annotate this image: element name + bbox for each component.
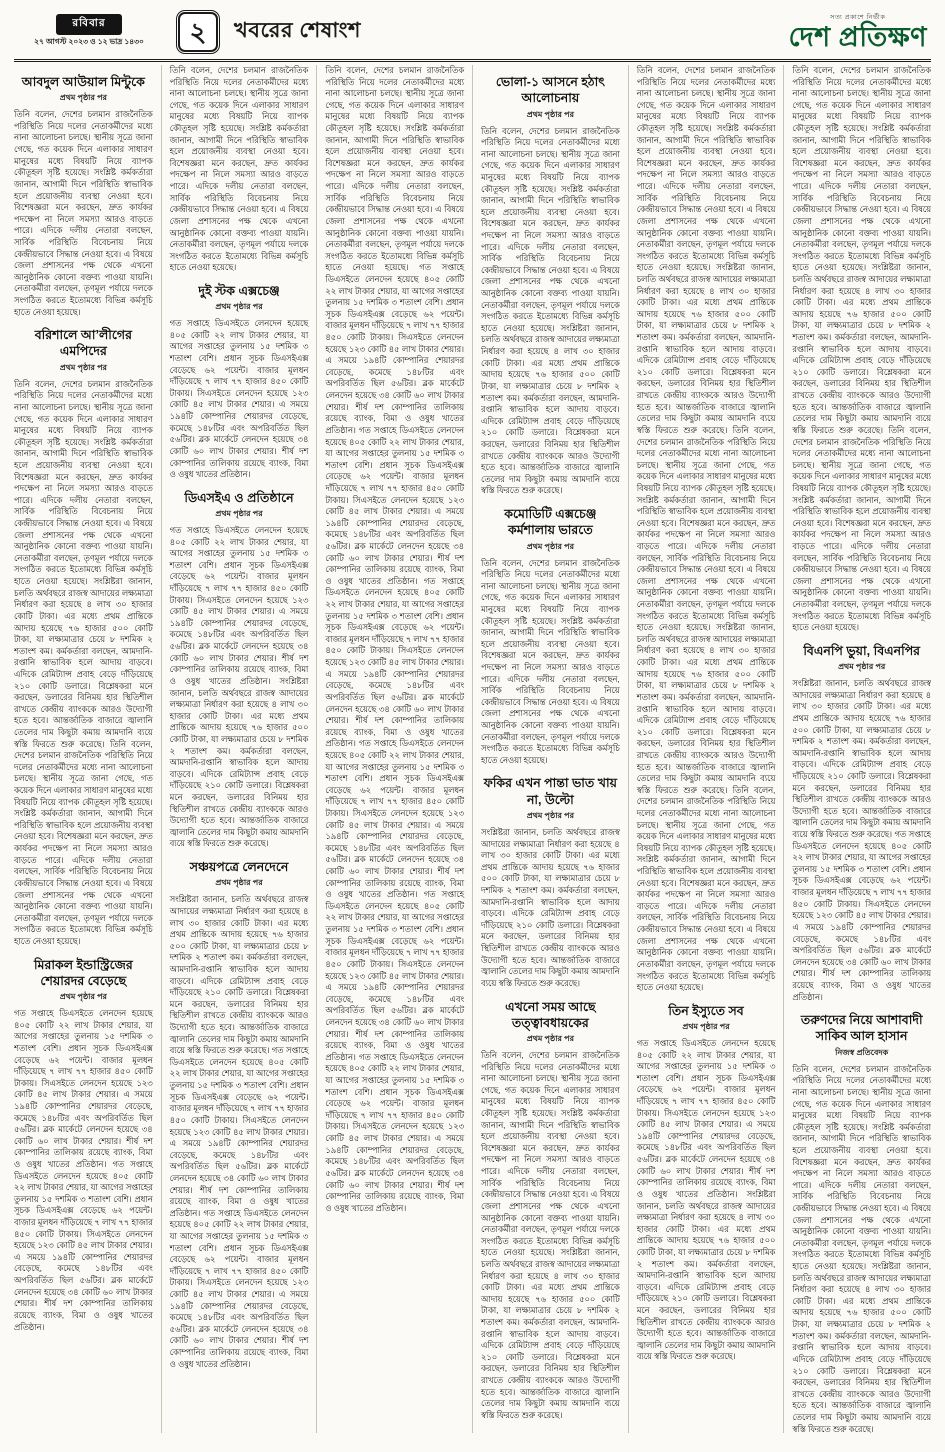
article-headline: ডিএসইএ ও প্রতিষ্ঠানে bbox=[184, 490, 294, 505]
article-body: তিনি বলেন, দেশের চলমান রাজনৈতিক পরিস্থিতি নিয়ে দলের নেতাকর্মীদের মধ্যে নানা আলোচনা চলছে। স্থানীয় সূত্রে জানা গেছে, গত কয়েক দিনে এলাকার সাধারণ মানুষের মধ্যে বিষয়টি নিয়ে ব্যাপক কৌতূহল সৃষ্টি হয়েছে। সংশ্লিষ্ট কর্মকর্তারা জানান, আগামী দিনে পরিস্থিতি স্বাভাবিক হলে প্রয়োজনীয় ব্যবস্থা নেওয়া হবে। বিশেষজ্ঞরা মনে করছেন, দ্রুত কার্যকর পদক্ষেপ না নিলে সমস্যা আরও বাড়তে পারে। এদিকে দলীয় নেতারা বলছেন, সার্বিক পরিস্থিতি বিবেচনায় নিয়ে কেন্দ্রীয়ভাবে সিদ্ধান্ত নেওয়া হবে। এ বিষয়ে জেলা প্রশাসনের পক্ষ থেকে এখনো আনুষ্ঠানিক কোনো বক্তব্য পাওয়া যায়নি। নেতাকর্মীরা বলছেন, তৃণমূল পর্যায়ে দলকে সংগঠিত করতে ইতোমধ্যে বিভিন্ন কর্মসূচি হাতে নেওয়া হয়েছে। সংশ্লিষ্টরা জানান, চলতি অর্থবছরে রাজস্ব আদায়ের লক্ষ্যমাত্রা নির্ধারণ করা হয়েছে ৪ লাখ ৩০ হাজার কোটি টাকা। এর মধ্যে প্রথম প্রান্তিকে আদায় হয়েছে ৭৬ হাজার ৫০০ কোটি টাকা, যা লক্ষ্যমাত্রার চেয়ে ৮ দশমিক ২ শতাংশ কম। কর্মকর্তারা বলছেন, আমদানি-রপ্তানি স্বাভাবিক হলে আদায় বাড়বে। এদিকে রেমিট্যান্স প্রবাহ বেড়ে দাঁড়িয়েছে ২১০ কোটি ডলারে। বিশ্লেষকরা মনে করছেন, ডলারের বিনিময় হার স্থিতিশীল রাখতে কেন্দ্রীয় ব্যাংককে আরও উদ্যোগী হতে হবে। আন্তর্জাতিক বাজারে জ্বালানি তেলের দাম কিছুটা কমায় আমদানি ব্যয়ে স্বস্তি ফিরতে শুরু করেছে। bbox=[792, 1063, 931, 1433]
article-subhead: প্রথম পৃষ্ঠার পর bbox=[215, 509, 263, 518]
date-line: ২৭ আগস্ট ২০২৩ ও ১২ ভাদ্র ১৪৩০ bbox=[34, 37, 144, 46]
article-subhead: প্রথম পৃষ্ঠার পর bbox=[526, 1034, 574, 1043]
paper-logo: দেশ প্রতিক্ষণ bbox=[788, 22, 927, 52]
article-subhead: প্রথম পৃষ্ঠার পর bbox=[838, 662, 886, 672]
columns bbox=[14, 65, 931, 1433]
article-body: গত সপ্তাহে ডিএসইতে লেনদেন হয়েছে ৪০৫ কোটি ২২ লাখ টাকার শেয়ার, যা আগের সপ্তাহের তুলনায় ১৫ দশমিক ৩ শতাংশ বেশি। প্রধান সূচক ডিএসইএক্স বেড়েছে ৬২ পয়েন্ট। বাজার মূলধন দাঁড়িয়েছে ৭ লাখ ৭৭ হাজার ৪৫০ কোটি টাকায়। সিএসইতে লেনদেন হয়েছে ১২৩ কোটি ৪৫ লাখ টাকার শেয়ার। এ সময়ে ১৯৪টি কোম্পানির শেয়ারদর বেড়েছে, কমেছে ১৪৮টির এবং অপরিবর্তিত ছিল ৫৬টির। ব্লক মার্কেটে লেনদেন হয়েছে ৩৪ কোটি ৬০ লাখ টাকার শেয়ার। শীর্ষ দশ কোম্পানির তালিকায় রয়েছে ব্যাংক, বিমা ও ওষুধ খাতের প্রতিষ্ঠান। bbox=[169, 318, 309, 480]
article-body: তিনি বলেন, দেশের চলমান রাজনৈতিক পরিস্থিতি নিয়ে দলের নেতাকর্মীদের মধ্যে নানা আলোচনা চলছে। স্থানীয় সূত্রে জানা গেছে, গত কয়েক দিনে এলাকার সাধারণ মানুষের মধ্যে বিষয়টি নিয়ে ব্যাপক কৌতূহল সৃষ্টি হয়েছে। সংশ্লিষ্ট কর্মকর্তারা জানান, আগামী দিনে পরিস্থিতি স্বাভাবিক হলে প্রয়োজনীয় ব্যবস্থা নেওয়া হবে। বিশেষজ্ঞরা মনে করছেন, দ্রুত কার্যকর পদক্ষেপ না নিলে সমস্যা আরও বাড়তে পারে। এদিকে দলীয় নেতারা বলছেন, সার্বিক পরিস্থিতি বিবেচনায় নিয়ে কেন্দ্রীয়ভাবে সিদ্ধান্ত নেওয়া হবে। এ বিষয়ে জেলা প্রশাসনের পক্ষ থেকে এখনো আনুষ্ঠানিক কোনো বক্তব্য পাওয়া যায়নি। নেতাকর্মীরা বলছেন, তৃণমূল পর্যায়ে দলকে সংগঠিত করতে ইতোমধ্যে বিভিন্ন কর্মসূচি হাতে নেওয়া হয়েছে। bbox=[169, 65, 309, 273]
article-body: তিনি বলেন, দেশের চলমান রাজনৈতিক পরিস্থিতি নিয়ে দলের নেতাকর্মীদের মধ্যে নানা আলোচনা চলছে। স্থানীয় সূত্রে জানা গেছে, গত কয়েক দিনে এলাকার সাধারণ মানুষের মধ্যে বিষয়টি নিয়ে ব্যাপক কৌতূহল সৃষ্টি হয়েছে। সংশ্লিষ্ট কর্মকর্তারা জানান, আগামী দিনে পরিস্থিতি স্বাভাবিক হলে প্রয়োজনীয় ব্যবস্থা নেওয়া হবে। বিশেষজ্ঞরা মনে করছেন, দ্রুত কার্যকর পদক্ষেপ না নিলে সমস্যা আরও বাড়তে পারে। এদিকে দলীয় নেতারা বলছেন, সার্বিক পরিস্থিতি বিবেচনায় নিয়ে কেন্দ্রীয়ভাবে সিদ্ধান্ত নেওয়া হবে। এ বিষয়ে জেলা প্রশাসনের পক্ষ থেকে এখনো আনুষ্ঠানিক কোনো বক্তব্য পাওয়া যায়নি। নেতাকর্মীরা বলছেন, তৃণমূল পর্যায়ে দলকে সংগঠিত করতে ইতোমধ্যে বিভিন্ন কর্মসূচি হাতে নেওয়া হয়েছে। bbox=[481, 557, 620, 765]
article-subhead: নিজস্ব প্রতিবেদক bbox=[835, 1047, 889, 1057]
article-subhead: প্রথম পৃষ্ঠার পর bbox=[526, 541, 574, 551]
article-body: তিনি বলেন, দেশের চলমান রাজনৈতিক পরিস্থিতি নিয়ে দলের নেতাকর্মীদের মধ্যে নানা আলোচনা চলছে। স্থানীয় সূত্রে জানা গেছে, গত কয়েক দিনে এলাকার সাধারণ মানুষের মধ্যে বিষয়টি নিয়ে ব্যাপক কৌতূহল সৃষ্টি হয়েছে। সংশ্লিষ্ট কর্মকর্তারা জানান, আগামী দিনে পরিস্থিতি স্বাভাবিক হলে প্রয়োজনীয় ব্যবস্থা নেওয়া হবে। বিশেষজ্ঞরা মনে করছেন, দ্রুত কার্যকর পদক্ষেপ না নিলে সমস্যা আরও বাড়তে পারে। এদিকে দলীয় নেতারা বলছেন, সার্বিক পরিস্থিতি বিবেচনায় নিয়ে কেন্দ্রীয়ভাবে সিদ্ধান্ত নেওয়া হবে। এ বিষয়ে জেলা প্রশাসনের পক্ষ থেকে এখনো আনুষ্ঠানিক কোনো বক্তব্য পাওয়া যায়নি। নেতাকর্মীরা বলছেন, তৃণমূল পর্যায়ে দলকে সংগঠিত করতে ইতোমধ্যে বিভিন্ন কর্মসূচি হাতে নেওয়া হয়েছে। bbox=[14, 109, 153, 317]
column bbox=[162, 65, 318, 1433]
article-subhead: প্রথম পৃষ্ঠার পর bbox=[682, 1022, 730, 1031]
article-body: তিনি বলেন, দেশের চলমান রাজনৈতিক পরিস্থিতি নিয়ে দলের নেতাকর্মীদের মধ্যে নানা আলোচনা চলছে। স্থানীয় সূত্রে জানা গেছে, গত কয়েক দিনে এলাকার সাধারণ মানুষের মধ্যে বিষয়টি নিয়ে ব্যাপক কৌতূহল সৃষ্টি হয়েছে। সংশ্লিষ্ট কর্মকর্তারা জানান, আগামী দিনে পরিস্থিতি স্বাভাবিক হলে প্রয়োজনীয় ব্যবস্থা নেওয়া হবে। বিশেষজ্ঞরা মনে করছেন, দ্রুত কার্যকর পদক্ষেপ না নিলে সমস্যা আরও বাড়তে পারে। এদিকে দলীয় নেতারা বলছেন, সার্বিক পরিস্থিতি বিবেচনায় নিয়ে কেন্দ্রীয়ভাবে সিদ্ধান্ত নেওয়া হবে। এ বিষয়ে জেলা প্রশাসনের পক্ষ থেকে এখনো আনুষ্ঠানিক কোনো বক্তব্য পাওয়া যায়নি। নেতাকর্মীরা বলছেন, তৃণমূল পর্যায়ে দলকে সংগঠিত করতে ইতোমধ্যে বিভিন্ন কর্মসূচি হাতে নেওয়া হয়েছে। সংশ্লিষ্টরা জানান, চলতি অর্থবছরে রাজস্ব আদায়ের লক্ষ্যমাত্রা নির্ধারণ করা হয়েছে ৪ লাখ ৩০ হাজার কোটি টাকা। এর মধ্যে প্রথম প্রান্তিকে আদায় হয়েছে ৭৬ হাজার ৫০০ কোটি টাকা, যা লক্ষ্যমাত্রার চেয়ে ৮ দশমিক ২ শতাংশ কম। কর্মকর্তারা বলছেন, আমদানি-রপ্তানি স্বাভাবিক হলে আদায় বাড়বে। এদিকে রেমিট্যান্স প্রবাহ বেড়ে দাঁড়িয়েছে ২১০ কোটি ডলারে। বিশ্লেষকরা মনে করছেন, ডলারের বিনিময় হার স্থিতিশীল রাখতে কেন্দ্রীয় ব্যাংককে আরও উদ্যোগী হতে হবে। আন্তর্জাতিক বাজারে জ্বালানি তেলের দাম কিছুটা কমায় আমদানি ব্যয়ে স্বস্তি ফিরতে শুরু করেছে। bbox=[481, 1050, 620, 1420]
article-body: তিনি বলেন, দেশের চলমান রাজনৈতিক পরিস্থিতি নিয়ে দলের নেতাকর্মীদের মধ্যে নানা আলোচনা চলছে। স্থানীয় সূত্রে জানা গেছে, গত কয়েক দিনে এলাকার সাধারণ মানুষের মধ্যে বিষয়টি নিয়ে ব্যাপক কৌতূহল সৃষ্টি হয়েছে। সংশ্লিষ্ট কর্মকর্তারা জানান, আগামী দিনে পরিস্থিতি স্বাভাবিক হলে প্রয়োজনীয় ব্যবস্থা নেওয়া হবে। বিশেষজ্ঞরা মনে করছেন, দ্রুত কার্যকর পদক্ষেপ না নিলে সমস্যা আরও বাড়তে পারে। এদিকে দলীয় নেতারা বলছেন, সার্বিক পরিস্থিতি বিবেচনায় নিয়ে কেন্দ্রীয়ভাবে সিদ্ধান্ত নেওয়া হবে। এ বিষয়ে জেলা প্রশাসনের পক্ষ থেকে এখনো আনুষ্ঠানিক কোনো বক্তব্য পাওয়া যায়নি। নেতাকর্মীরা বলছেন, তৃণমূল পর্যায়ে দলকে সংগঠিত করতে ইতোমধ্যে বিভিন্ন কর্মসূচি হাতে নেওয়া হয়েছে। সংশ্লিষ্টরা জানান, চলতি অর্থবছরে রাজস্ব আদায়ের লক্ষ্যমাত্রা নির্ধারণ করা হয়েছে ৪ লাখ ৩০ হাজার কোটি টাকা। এর মধ্যে প্রথম প্রান্তিকে আদায় হয়েছে ৭৬ হাজার ৫০০ কোটি টাকা, যা লক্ষ্যমাত্রার চেয়ে ৮ দশমিক ২ শতাংশ কম। কর্মকর্তারা বলছেন, আমদানি-রপ্তানি স্বাভাবিক হলে আদায় বাড়বে। এদিকে রেমিট্যান্স প্রবাহ বেড়ে দাঁড়িয়েছে ২১০ কোটি ডলারে। বিশ্লেষকরা মনে করছেন, ডলারের বিনিময় হার স্থিতিশীল রাখতে কেন্দ্রীয় ব্যাংককে আরও উদ্যোগী হতে হবে। আন্তর্জাতিক বাজারে জ্বালানি তেলের দাম কিছুটা কমায় আমদানি ব্যয়ে স্বস্তি ফিরতে শুরু করেছে। তিনি বলেন, দেশের চলমান রাজনৈতিক পরিস্থিতি নিয়ে দলের নেতাকর্মীদের মধ্যে নানা আলোচনা চলছে। স্থানীয় সূত্রে জানা গেছে, গত কয়েক দিনে এলাকার সাধারণ মানুষের মধ্যে বিষয়টি নিয়ে ব্যাপক কৌতূহল সৃষ্টি হয়েছে। সংশ্লিষ্ট কর্মকর্তারা জানান, আগামী দিনে পরিস্থিতি স্বাভাবিক হলে প্রয়োজনীয় ব্যবস্থা নেওয়া হবে। বিশেষজ্ঞরা মনে করছেন, দ্রুত কার্যকর পদক্ষেপ না নিলে সমস্যা আরও বাড়তে পারে। এদিকে দলীয় নেতারা বলছেন, সার্বিক পরিস্থিতি বিবেচনায় নিয়ে কেন্দ্রীয়ভাবে সিদ্ধান্ত নেওয়া হবে। এ বিষয়ে জেলা প্রশাসনের পক্ষ থেকে এখনো আনুষ্ঠানিক কোনো বক্তব্য পাওয়া যায়নি। নেতাকর্মীরা বলছেন, তৃণমূল পর্যায়ে দলকে সংগঠিত করতে ইতোমধ্যে বিভিন্ন কর্মসূচি হাতে নেওয়া হয়েছে। সংশ্লিষ্টরা জানান, চলতি অর্থবছরে রাজস্ব আদায়ের লক্ষ্যমাত্রা নির্ধারণ করা হয়েছে ৪ লাখ ৩০ হাজার কোটি টাকা। এর মধ্যে প্রথম প্রান্তিকে আদায় হয়েছে ৭৬ হাজার ৫০০ কোটি টাকা, যা লক্ষ্যমাত্রার চেয়ে ৮ দশমিক ২ শতাংশ কম। কর্মকর্তারা বলছেন, আমদানি-রপ্তানি স্বাভাবিক হলে আদায় বাড়বে। এদিকে রেমিট্যান্স প্রবাহ বেড়ে দাঁড়িয়েছে ২১০ কোটি ডলারে। বিশ্লেষকরা মনে করছেন, ডলারের বিনিময় হার স্থিতিশীল রাখতে কেন্দ্রীয় ব্যাংককে আরও উদ্যোগী হতে হবে। আন্তর্জাতিক বাজারে জ্বালানি তেলের দাম কিছুটা কমায় আমদানি ব্যয়ে স্বস্তি ফিরতে শুরু করেছে। তিনি বলেন, দেশের চলমান রাজনৈতিক পরিস্থিতি নিয়ে দলের নেতাকর্মীদের মধ্যে নানা আলোচনা চলছে। স্থানীয় সূত্রে জানা গেছে, গত কয়েক দিনে এলাকার সাধারণ মানুষের মধ্যে বিষয়টি নিয়ে ব্যাপক কৌতূহল সৃষ্টি হয়েছে। সংশ্লিষ্ট কর্মকর্তারা জানান, আগামী দিনে পরিস্থিতি স্বাভাবিক হলে প্রয়োজনীয় ব্যবস্থা নেওয়া হবে। বিশেষজ্ঞরা মনে করছেন, দ্রুত কার্যকর পদক্ষেপ না নিলে সমস্যা আরও বাড়তে পারে। এদিকে দলীয় নেতারা বলছেন, সার্বিক পরিস্থিতি বিবেচনায় নিয়ে কেন্দ্রীয়ভাবে সিদ্ধান্ত নেওয়া হবে। এ বিষয়ে জেলা প্রশাসনের পক্ষ থেকে এখনো আনুষ্ঠানিক কোনো বক্তব্য পাওয়া যায়নি। নেতাকর্মীরা বলছেন, তৃণমূল পর্যায়ে দলকে সংগঠিত করতে ইতোমধ্যে বিভিন্ন কর্মসূচি হাতে নেওয়া হয়েছে। bbox=[636, 65, 776, 993]
article-subhead: প্রথম পৃষ্ঠার পর bbox=[526, 109, 574, 119]
article-subhead: প্রথম পৃষ্ঠার পর bbox=[59, 992, 107, 1002]
article-body: তিনি বলেন, দেশের চলমান রাজনৈতিক পরিস্থিতি নিয়ে দলের নেতাকর্মীদের মধ্যে নানা আলোচনা চলছে। স্থানীয় সূত্রে জানা গেছে, গত কয়েক দিনে এলাকার সাধারণ মানুষের মধ্যে বিষয়টি নিয়ে ব্যাপক কৌতূহল সৃষ্টি হয়েছে। সংশ্লিষ্ট কর্মকর্তারা জানান, আগামী দিনে পরিস্থিতি স্বাভাবিক হলে প্রয়োজনীয় ব্যবস্থা নেওয়া হবে। বিশেষজ্ঞরা মনে করছেন, দ্রুত কার্যকর পদক্ষেপ না নিলে সমস্যা আরও বাড়তে পারে। এদিকে দলীয় নেতারা বলছেন, সার্বিক পরিস্থিতি বিবেচনায় নিয়ে কেন্দ্রীয়ভাবে সিদ্ধান্ত নেওয়া হবে। এ বিষয়ে জেলা প্রশাসনের পক্ষ থেকে এখনো আনুষ্ঠানিক কোনো বক্তব্য পাওয়া যায়নি। নেতাকর্মীরা বলছেন, তৃণমূল পর্যায়ে দলকে সংগঠিত করতে ইতোমধ্যে বিভিন্ন কর্মসূচি হাতে নেওয়া হয়েছে। গত সপ্তাহে ডিএসইতে লেনদেন হয়েছে ৪০৫ কোটি ২২ লাখ টাকার শেয়ার, যা আগের সপ্তাহের তুলনায় ১৫ দশমিক ৩ শতাংশ বেশি। প্রধান সূচক ডিএসইএক্স বেড়েছে ৬২ পয়েন্ট। বাজার মূলধন দাঁড়িয়েছে ৭ লাখ ৭৭ হাজার ৪৫০ কোটি টাকায়। সিএসইতে লেনদেন হয়েছে ১২৩ কোটি ৪৫ লাখ টাকার শেয়ার। এ সময়ে ১৯৪টি কোম্পানির শেয়ারদর বেড়েছে, কমেছে ১৪৮টির এবং অপরিবর্তিত ছিল ৫৬টির। ব্লক মার্কেটে লেনদেন হয়েছে ৩৪ কোটি ৬০ লাখ টাকার শেয়ার। শীর্ষ দশ কোম্পানির তালিকায় রয়েছে ব্যাংক, বিমা ও ওষুধ খাতের প্রতিষ্ঠান। গত সপ্তাহে ডিএসইতে লেনদেন হয়েছে ৪০৫ কোটি ২২ লাখ টাকার শেয়ার, যা আগের সপ্তাহের তুলনায় ১৫ দশমিক ৩ শতাংশ বেশি। প্রধান সূচক ডিএসইএক্স বেড়েছে ৬২ পয়েন্ট। বাজার মূলধন দাঁড়িয়েছে ৭ লাখ ৭৭ হাজার ৪৫০ কোটি টাকায়। সিএসইতে লেনদেন হয়েছে ১২৩ কোটি ৪৫ লাখ টাকার শেয়ার। এ সময়ে ১৯৪টি কোম্পানির শেয়ারদর বেড়েছে, কমেছে ১৪৮টির এবং অপরিবর্তিত ছিল ৫৬টির। ব্লক মার্কেটে লেনদেন হয়েছে ৩৪ কোটি ৬০ লাখ টাকার শেয়ার। শীর্ষ দশ কোম্পানির তালিকায় রয়েছে ব্যাংক, বিমা ও ওষুধ খাতের প্রতিষ্ঠান। গত সপ্তাহে ডিএসইতে লেনদেন হয়েছে ৪০৫ কোটি ২২ লাখ টাকার শেয়ার, যা আগের সপ্তাহের তুলনায় ১৫ দশমিক ৩ শতাংশ বেশি। প্রধান সূচক ডিএসইএক্স বেড়েছে ৬২ পয়েন্ট। বাজার মূলধন দাঁড়িয়েছে ৭ লাখ ৭৭ হাজার ৪৫০ কোটি টাকায়। সিএসইতে লেনদেন হয়েছে ১২৩ কোটি ৪৫ লাখ টাকার শেয়ার। এ সময়ে ১৯৪টি কোম্পানির শেয়ারদর বেড়েছে, কমেছে ১৪৮টির এবং অপরিবর্তিত ছিল ৫৬টির। ব্লক মার্কেটে লেনদেন হয়েছে ৩৪ কোটি ৬০ লাখ টাকার শেয়ার। শীর্ষ দশ কোম্পানির তালিকায় রয়েছে ব্যাংক, বিমা ও ওষুধ খাতের প্রতিষ্ঠান। গত সপ্তাহে ডিএসইতে লেনদেন হয়েছে ৪০৫ কোটি ২২ লাখ টাকার শেয়ার, যা আগের সপ্তাহের তুলনায় ১৫ দশমিক ৩ শতাংশ বেশি। প্রধান সূচক ডিএসইএক্স বেড়েছে ৬২ পয়েন্ট। বাজার মূলধন দাঁড়িয়েছে ৭ লাখ ৭৭ হাজার ৪৫০ কোটি টাকায়। সিএসইতে লেনদেন হয়েছে ১২৩ কোটি ৪৫ লাখ টাকার শেয়ার। এ সময়ে ১৯৪টি কোম্পানির শেয়ারদর বেড়েছে, কমেছে ১৪৮টির এবং অপরিবর্তিত ছিল ৫৬টির। ব্লক মার্কেটে লেনদেন হয়েছে ৩৪ কোটি ৬০ লাখ টাকার শেয়ার। শীর্ষ দশ কোম্পানির তালিকায় রয়েছে ব্যাংক, বিমা ও ওষুধ খাতের প্রতিষ্ঠান। গত সপ্তাহে ডিএসইতে লেনদেন হয়েছে ৪০৫ কোটি ২২ লাখ টাকার শেয়ার, যা আগের সপ্তাহের তুলনায় ১৫ দশমিক ৩ শতাংশ বেশি। প্রধান সূচক ডিএসইএক্স বেড়েছে ৬২ পয়েন্ট। বাজার মূলধন দাঁড়িয়েছে ৭ লাখ ৭৭ হাজার ৪৫০ কোটি টাকায়। সিএসইতে লেনদেন হয়েছে ১২৩ কোটি ৪৫ লাখ টাকার শেয়ার। এ সময়ে ১৯৪টি কোম্পানির শেয়ারদর বেড়েছে, কমেছে ১৪৮টির এবং অপরিবর্তিত ছিল ৫৬টির। ব্লক মার্কেটে লেনদেন হয়েছে ৩৪ কোটি ৬০ লাখ টাকার শেয়ার। শীর্ষ দশ কোম্পানির তালিকায় রয়েছে ব্যাংক, বিমা ও ওষুধ খাতের প্রতিষ্ঠান। গত সপ্তাহে ডিএসইতে লেনদেন হয়েছে ৪০৫ কোটি ২২ লাখ টাকার শেয়ার, যা আগের সপ্তাহের তুলনায় ১৫ দশমিক ৩ শতাংশ বেশি। প্রধান সূচক ডিএসইএক্স বেড়েছে ৬২ পয়েন্ট। বাজার মূলধন দাঁড়িয়েছে ৭ লাখ ৭৭ হাজার ৪৫০ কোটি টাকায়। সিএসইতে লেনদেন হয়েছে ১২৩ কোটি ৪৫ লাখ টাকার শেয়ার। এ সময়ে ১৯৪টি কোম্পানির শেয়ারদর বেড়েছে, কমেছে ১৪৮টির এবং অপরিবর্তিত ছিল ৫৬টির। ব্লক মার্কেটে লেনদেন হয়েছে ৩৪ কোটি ৬০ লাখ টাকার শেয়ার। শীর্ষ দশ কোম্পানির তালিকায় রয়েছে ব্যাংক, বিমা ও ওষুধ খাতের প্রতিষ্ঠান। bbox=[325, 65, 465, 1213]
article-body: সংশ্লিষ্টরা জানান, চলতি অর্থবছরে রাজস্ব আদায়ের লক্ষ্যমাত্রা নির্ধারণ করা হয়েছে ৪ লাখ ৩০ হাজার কোটি টাকা। এর মধ্যে প্রথম প্রান্তিকে আদায় হয়েছে ৭৬ হাজার ৫০০ কোটি টাকা, যা লক্ষ্যমাত্রার চেয়ে ৮ দশমিক ২ শতাংশ কম। কর্মকর্তারা বলছেন, আমদানি-রপ্তানি স্বাভাবিক হলে আদায় বাড়বে। এদিকে রেমিট্যান্স প্রবাহ বেড়ে দাঁড়িয়েছে ২১০ কোটি ডলারে। বিশ্লেষকরা মনে করছেন, ডলারের বিনিময় হার স্থিতিশীল রাখতে কেন্দ্রীয় ব্যাংককে আরও উদ্যোগী হতে হবে। আন্তর্জাতিক বাজারে জ্বালানি তেলের দাম কিছুটা কমায় আমদানি ব্যয়ে স্বস্তি ফিরতে শুরু করেছে। bbox=[481, 826, 620, 988]
column bbox=[629, 65, 785, 1433]
article-headline: তরুণদের নিয়ে আশাবাদী সাকিব আল হাসান bbox=[800, 1013, 923, 1044]
article-headline: ফকির এখন পান্তা ভাত খায় না, উল্টো bbox=[483, 776, 617, 807]
day-badge: রবিবার bbox=[56, 14, 121, 35]
date-block bbox=[14, 14, 164, 49]
article-headline: দুই স্টক এক্সচেঞ্জ bbox=[198, 283, 280, 298]
section-title: খবরের শেষাংশ bbox=[234, 19, 361, 42]
logo-tagline: সত্য প্রকাশে নির্ভীক bbox=[830, 14, 886, 21]
article-body: সংশ্লিষ্টরা জানান, চলতি অর্থবছরে রাজস্ব আদায়ের লক্ষ্যমাত্রা নির্ধারণ করা হয়েছে ৪ লাখ ৩০ হাজার কোটি টাকা। এর মধ্যে প্রথম প্রান্তিকে আদায় হয়েছে ৭৬ হাজার ৫০০ কোটি টাকা, যা লক্ষ্যমাত্রার চেয়ে ৮ দশমিক ২ শতাংশ কম। কর্মকর্তারা বলছেন, আমদানি-রপ্তানি স্বাভাবিক হলে আদায় বাড়বে। এদিকে রেমিট্যান্স প্রবাহ বেড়ে দাঁড়িয়েছে ২১০ কোটি ডলারে। বিশ্লেষকরা মনে করছেন, ডলারের বিনিময় হার স্থিতিশীল রাখতে কেন্দ্রীয় ব্যাংককে আরও উদ্যোগী হতে হবে। আন্তর্জাতিক বাজারে জ্বালানি তেলের দাম কিছুটা কমায় আমদানি ব্যয়ে স্বস্তি ফিরতে শুরু করেছে। গত সপ্তাহে ডিএসইতে লেনদেন হয়েছে ৪০৫ কোটি ২২ লাখ টাকার শেয়ার, যা আগের সপ্তাহের তুলনায় ১৫ দশমিক ৩ শতাংশ বেশি। প্রধান সূচক ডিএসইএক্স বেড়েছে ৬২ পয়েন্ট। বাজার মূলধন দাঁড়িয়েছে ৭ লাখ ৭৭ হাজার ৪৫০ কোটি টাকায়। সিএসইতে লেনদেন হয়েছে ১২৩ কোটি ৪৫ লাখ টাকার শেয়ার। এ সময়ে ১৯৪টি কোম্পানির শেয়ারদর বেড়েছে, কমেছে ১৪৮টির এবং অপরিবর্তিত ছিল ৫৬টির। ব্লক মার্কেটে লেনদেন হয়েছে ৩৪ কোটি ৬০ লাখ টাকার শেয়ার। শীর্ষ দশ কোম্পানির তালিকায় রয়েছে ব্যাংক, বিমা ও ওষুধ খাতের প্রতিষ্ঠান। গত সপ্তাহে ডিএসইতে লেনদেন হয়েছে ৪০৫ কোটি ২২ লাখ টাকার শেয়ার, যা আগের সপ্তাহের তুলনায় ১৫ দশমিক ৩ শতাংশ বেশি। প্রধান সূচক ডিএসইএক্স বেড়েছে ৬২ পয়েন্ট। বাজার মূলধন দাঁড়িয়েছে ৭ লাখ ৭৭ হাজার ৪৫০ কোটি টাকায়। সিএসইতে লেনদেন হয়েছে ১২৩ কোটি ৪৫ লাখ টাকার শেয়ার। এ সময়ে ১৯৪টি কোম্পানির শেয়ারদর বেড়েছে, কমেছে ১৪৮টির এবং অপরিবর্তিত ছিল ৫৬টির। ব্লক মার্কেটে লেনদেন হয়েছে ৩৪ কোটি ৬০ লাখ টাকার শেয়ার। শীর্ষ দশ কোম্পানির তালিকায় রয়েছে ব্যাংক, বিমা ও ওষুধ খাতের প্রতিষ্ঠান। bbox=[169, 894, 309, 1369]
article-headline: এখনো সময় আছে তত্ত্বাবধায়কের bbox=[505, 999, 596, 1030]
article-headline: সঞ্চয়পত্রে লেনদেনে bbox=[189, 860, 289, 875]
article-subhead: প্রথম পৃষ্ঠার পর bbox=[526, 810, 574, 820]
article-headline: বরিশালে আ’লীগের এমপিদের bbox=[34, 328, 132, 359]
article-subhead: প্রথম পৃষ্ঠার পর bbox=[59, 93, 107, 103]
article-body: গত সপ্তাহে ডিএসইতে লেনদেন হয়েছে ৪০৫ কোটি ২২ লাখ টাকার শেয়ার, যা আগের সপ্তাহের তুলনায় ১৫ দশমিক ৩ শতাংশ বেশি। প্রধান সূচক ডিএসইএক্স বেড়েছে ৬২ পয়েন্ট। বাজার মূলধন দাঁড়িয়েছে ৭ লাখ ৭৭ হাজার ৪৫০ কোটি টাকায়। সিএসইতে লেনদেন হয়েছে ১২৩ কোটি ৪৫ লাখ টাকার শেয়ার। এ সময়ে ১৯৪টি কোম্পানির শেয়ারদর বেড়েছে, কমেছে ১৪৮টির এবং অপরিবর্তিত ছিল ৫৬টির। ব্লক মার্কেটে লেনদেন হয়েছে ৩৪ কোটি ৬০ লাখ টাকার শেয়ার। শীর্ষ দশ কোম্পানির তালিকায় রয়েছে ব্যাংক, বিমা ও ওষুধ খাতের প্রতিষ্ঠান। সংশ্লিষ্টরা জানান, চলতি অর্থবছরে রাজস্ব আদায়ের লক্ষ্যমাত্রা নির্ধারণ করা হয়েছে ৪ লাখ ৩০ হাজার কোটি টাকা। এর মধ্যে প্রথম প্রান্তিকে আদায় হয়েছে ৭৬ হাজার ৫০০ কোটি টাকা, যা লক্ষ্যমাত্রার চেয়ে ৮ দশমিক ২ শতাংশ কম। কর্মকর্তারা বলছেন, আমদানি-রপ্তানি স্বাভাবিক হলে আদায় বাড়বে। এদিকে রেমিট্যান্স প্রবাহ বেড়ে দাঁড়িয়েছে ২১০ কোটি ডলারে। বিশ্লেষকরা মনে করছেন, ডলারের বিনিময় হার স্থিতিশীল রাখতে কেন্দ্রীয় ব্যাংককে আরও উদ্যোগী হতে হবে। আন্তর্জাতিক বাজারে জ্বালানি তেলের দাম কিছুটা কমায় আমদানি ব্যয়ে স্বস্তি ফিরতে শুরু করেছে। bbox=[169, 525, 309, 849]
article-subhead: প্রথম পৃষ্ঠার পর bbox=[215, 878, 263, 888]
article-body: তিনি বলেন, দেশের চলমান রাজনৈতিক পরিস্থিতি নিয়ে দলের নেতাকর্মীদের মধ্যে নানা আলোচনা চলছে। স্থানীয় সূত্রে জানা গেছে, গত কয়েক দিনে এলাকার সাধারণ মানুষের মধ্যে বিষয়টি নিয়ে ব্যাপক কৌতূহল সৃষ্টি হয়েছে। সংশ্লিষ্ট কর্মকর্তারা জানান, আগামী দিনে পরিস্থিতি স্বাভাবিক হলে প্রয়োজনীয় ব্যবস্থা নেওয়া হবে। বিশেষজ্ঞরা মনে করছেন, দ্রুত কার্যকর পদক্ষেপ না নিলে সমস্যা আরও বাড়তে পারে। এদিকে দলীয় নেতারা বলছেন, সার্বিক পরিস্থিতি বিবেচনায় নিয়ে কেন্দ্রীয়ভাবে সিদ্ধান্ত নেওয়া হবে। এ বিষয়ে জেলা প্রশাসনের পক্ষ থেকে এখনো আনুষ্ঠানিক কোনো বক্তব্য পাওয়া যায়নি। নেতাকর্মীরা বলছেন, তৃণমূল পর্যায়ে দলকে সংগঠিত করতে ইতোমধ্যে বিভিন্ন কর্মসূচি হাতে নেওয়া হয়েছে। সংশ্লিষ্টরা জানান, চলতি অর্থবছরে রাজস্ব আদায়ের লক্ষ্যমাত্রা নির্ধারণ করা হয়েছে ৪ লাখ ৩০ হাজার কোটি টাকা। এর মধ্যে প্রথম প্রান্তিকে আদায় হয়েছে ৭৬ হাজার ৫০০ কোটি টাকা, যা লক্ষ্যমাত্রার চেয়ে ৮ দশমিক ২ শতাংশ কম। কর্মকর্তারা বলছেন, আমদানি-রপ্তানি স্বাভাবিক হলে আদায় বাড়বে। এদিকে রেমিট্যান্স প্রবাহ বেড়ে দাঁড়িয়েছে ২১০ কোটি ডলারে। বিশ্লেষকরা মনে করছেন, ডলারের বিনিময় হার স্থিতিশীল রাখতে কেন্দ্রীয় ব্যাংককে আরও উদ্যোগী হতে হবে। আন্তর্জাতিক বাজারে জ্বালানি তেলের দাম কিছুটা কমায় আমদানি ব্যয়ে স্বস্তি ফিরতে শুরু করেছে। তিনি বলেন, দেশের চলমান রাজনৈতিক পরিস্থিতি নিয়ে দলের নেতাকর্মীদের মধ্যে নানা আলোচনা চলছে। স্থানীয় সূত্রে জানা গেছে, গত কয়েক দিনে এলাকার সাধারণ মানুষের মধ্যে বিষয়টি নিয়ে ব্যাপক কৌতূহল সৃষ্টি হয়েছে। সংশ্লিষ্ট কর্মকর্তারা জানান, আগামী দিনে পরিস্থিতি স্বাভাবিক হলে প্রয়োজনীয় ব্যবস্থা নেওয়া হবে। বিশেষজ্ঞরা মনে করছেন, দ্রুত কার্যকর পদক্ষেপ না নিলে সমস্যা আরও বাড়তে পারে। এদিকে দলীয় নেতারা বলছেন, সার্বিক পরিস্থিতি বিবেচনায় নিয়ে কেন্দ্রীয়ভাবে সিদ্ধান্ত নেওয়া হবে। এ বিষয়ে জেলা প্রশাসনের পক্ষ থেকে এখনো আনুষ্ঠানিক কোনো বক্তব্য পাওয়া যায়নি। নেতাকর্মীরা বলছেন, তৃণমূল পর্যায়ে দলকে সংগঠিত করতে ইতোমধ্যে বিভিন্ন কর্মসূচি হাতে নেওয়া হয়েছে। bbox=[14, 378, 153, 946]
article-headline: বিএনপি ভুয়া, বিএনপির bbox=[803, 643, 921, 658]
article-subhead: প্রথম পৃষ্ঠার পর bbox=[215, 302, 263, 312]
article-headline: কমোডিটি এক্সচেঞ্জ কর্মশালায় ভারতে bbox=[504, 507, 597, 538]
article-body: সংশ্লিষ্টরা জানান, চলতি অর্থবছরে রাজস্ব আদায়ের লক্ষ্যমাত্রা নির্ধারণ করা হয়েছে ৪ লাখ ৩০ হাজার কোটি টাকা। এর মধ্যে প্রথম প্রান্তিকে আদায় হয়েছে ৭৬ হাজার ৫০০ কোটি টাকা, যা লক্ষ্যমাত্রার চেয়ে ৮ দশমিক ২ শতাংশ কম। কর্মকর্তারা বলছেন, আমদানি-রপ্তানি স্বাভাবিক হলে আদায় বাড়বে। এদিকে রেমিট্যান্স প্রবাহ বেড়ে দাঁড়িয়েছে ২১০ কোটি ডলারে। বিশ্লেষকরা মনে করছেন, ডলারের বিনিময় হার স্থিতিশীল রাখতে কেন্দ্রীয় ব্যাংককে আরও উদ্যোগী হতে হবে। আন্তর্জাতিক বাজারে জ্বালানি তেলের দাম কিছুটা কমায় আমদানি ব্যয়ে স্বস্তি ফিরতে শুরু করেছে। গত সপ্তাহে ডিএসইতে লেনদেন হয়েছে ৪০৫ কোটি ২২ লাখ টাকার শেয়ার, যা আগের সপ্তাহের তুলনায় ১৫ দশমিক ৩ শতাংশ বেশি। প্রধান সূচক ডিএসইএক্স বেড়েছে ৬২ পয়েন্ট। বাজার মূলধন দাঁড়িয়েছে ৭ লাখ ৭৭ হাজার ৪৫০ কোটি টাকায়। সিএসইতে লেনদেন হয়েছে ১২৩ কোটি ৪৫ লাখ টাকার শেয়ার। এ সময়ে ১৯৪টি কোম্পানির শেয়ারদর বেড়েছে, কমেছে ১৪৮টির এবং অপরিবর্তিত ছিল ৫৬টির। ব্লক মার্কেটে লেনদেন হয়েছে ৩৪ কোটি ৬০ লাখ টাকার শেয়ার। শীর্ষ দশ কোম্পানির তালিকায় রয়েছে ব্যাংক, বিমা ও ওষুধ খাতের প্রতিষ্ঠান। bbox=[792, 678, 931, 1002]
article-body: তিনি বলেন, দেশের চলমান রাজনৈতিক পরিস্থিতি নিয়ে দলের নেতাকর্মীদের মধ্যে নানা আলোচনা চলছে। স্থানীয় সূত্রে জানা গেছে, গত কয়েক দিনে এলাকার সাধারণ মানুষের মধ্যে বিষয়টি নিয়ে ব্যাপক কৌতূহল সৃষ্টি হয়েছে। সংশ্লিষ্ট কর্মকর্তারা জানান, আগামী দিনে পরিস্থিতি স্বাভাবিক হলে প্রয়োজনীয় ব্যবস্থা নেওয়া হবে। বিশেষজ্ঞরা মনে করছেন, দ্রুত কার্যকর পদক্ষেপ না নিলে সমস্যা আরও বাড়তে পারে। এদিকে দলীয় নেতারা বলছেন, সার্বিক পরিস্থিতি বিবেচনায় নিয়ে কেন্দ্রীয়ভাবে সিদ্ধান্ত নেওয়া হবে। এ বিষয়ে জেলা প্রশাসনের পক্ষ থেকে এখনো আনুষ্ঠানিক কোনো বক্তব্য পাওয়া যায়নি। নেতাকর্মীরা বলছেন, তৃণমূল পর্যায়ে দলকে সংগঠিত করতে ইতোমধ্যে বিভিন্ন কর্মসূচি হাতে নেওয়া হয়েছে। সংশ্লিষ্টরা জানান, চলতি অর্থবছরে রাজস্ব আদায়ের লক্ষ্যমাত্রা নির্ধারণ করা হয়েছে ৪ লাখ ৩০ হাজার কোটি টাকা। এর মধ্যে প্রথম প্রান্তিকে আদায় হয়েছে ৭৬ হাজার ৫০০ কোটি টাকা, যা লক্ষ্যমাত্রার চেয়ে ৮ দশমিক ২ শতাংশ কম। কর্মকর্তারা বলছেন, আমদানি-রপ্তানি স্বাভাবিক হলে আদায় বাড়বে। এদিকে রেমিট্যান্স প্রবাহ বেড়ে দাঁড়িয়েছে ২১০ কোটি ডলারে। বিশ্লেষকরা মনে করছেন, ডলারের বিনিময় হার স্থিতিশীল রাখতে কেন্দ্রীয় ব্যাংককে আরও উদ্যোগী হতে হবে। আন্তর্জাতিক বাজারে জ্বালানি তেলের দাম কিছুটা কমায় আমদানি ব্যয়ে স্বস্তি ফিরতে শুরু করেছে। তিনি বলেন, দেশের চলমান রাজনৈতিক পরিস্থিতি নিয়ে দলের নেতাকর্মীদের মধ্যে নানা আলোচনা চলছে। স্থানীয় সূত্রে জানা গেছে, গত কয়েক দিনে এলাকার সাধারণ মানুষের মধ্যে বিষয়টি নিয়ে ব্যাপক কৌতূহল সৃষ্টি হয়েছে। সংশ্লিষ্ট কর্মকর্তারা জানান, আগামী দিনে পরিস্থিতি স্বাভাবিক হলে প্রয়োজনীয় ব্যবস্থা নেওয়া হবে। বিশেষজ্ঞরা মনে করছেন, দ্রুত কার্যকর পদক্ষেপ না নিলে সমস্যা আরও বাড়তে পারে। এদিকে দলীয় নেতারা বলছেন, সার্বিক পরিস্থিতি বিবেচনায় নিয়ে কেন্দ্রীয়ভাবে সিদ্ধান্ত নেওয়া হবে। এ বিষয়ে জেলা প্রশাসনের পক্ষ থেকে এখনো আনুষ্ঠানিক কোনো বক্তব্য পাওয়া যায়নি। নেতাকর্মীরা বলছেন, তৃণমূল পর্যায়ে দলকে সংগঠিত করতে ইতোমধ্যে বিভিন্ন কর্মসূচি হাতে নেওয়া হয়েছে। bbox=[792, 65, 931, 633]
article-headline: আবদুল আউয়াল মিন্টুকে bbox=[21, 75, 145, 89]
column bbox=[14, 65, 162, 1433]
article-headline: তিন ইস্যুতে সব bbox=[668, 1003, 744, 1018]
article-body: গত সপ্তাহে ডিএসইতে লেনদেন হয়েছে ৪০৫ কোটি ২২ লাখ টাকার শেয়ার, যা আগের সপ্তাহের তুলনায় ১৫ দশমিক ৩ শতাংশ বেশি। প্রধান সূচক ডিএসইএক্স বেড়েছে ৬২ পয়েন্ট। বাজার মূলধন দাঁড়িয়েছে ৭ লাখ ৭৭ হাজার ৪৫০ কোটি টাকায়। সিএসইতে লেনদেন হয়েছে ১২৩ কোটি ৪৫ লাখ টাকার শেয়ার। এ সময়ে ১৯৪টি কোম্পানির শেয়ারদর বেড়েছে, কমেছে ১৪৮টির এবং অপরিবর্তিত ছিল ৫৬টির। ব্লক মার্কেটে লেনদেন হয়েছে ৩৪ কোটি ৬০ লাখ টাকার শেয়ার। শীর্ষ দশ কোম্পানির তালিকায় রয়েছে ব্যাংক, বিমা ও ওষুধ খাতের প্রতিষ্ঠান। সংশ্লিষ্টরা জানান, চলতি অর্থবছরে রাজস্ব আদায়ের লক্ষ্যমাত্রা নির্ধারণ করা হয়েছে ৪ লাখ ৩০ হাজার কোটি টাকা। এর মধ্যে প্রথম প্রান্তিকে আদায় হয়েছে ৭৬ হাজার ৫০০ কোটি টাকা, যা লক্ষ্যমাত্রার চেয়ে ৮ দশমিক ২ শতাংশ কম। কর্মকর্তারা বলছেন, আমদানি-রপ্তানি স্বাভাবিক হলে আদায় বাড়বে। এদিকে রেমিট্যান্স প্রবাহ বেড়ে দাঁড়িয়েছে ২১০ কোটি ডলারে। বিশ্লেষকরা মনে করছেন, ডলারের বিনিময় হার স্থিতিশীল রাখতে কেন্দ্রীয় ব্যাংককে আরও উদ্যোগী হতে হবে। আন্তর্জাতিক বাজারে জ্বালানি তেলের দাম কিছুটা কমায় আমদানি ব্যয়ে স্বস্তি ফিরতে শুরু করেছে। bbox=[636, 1038, 776, 1362]
article-body: তিনি বলেন, দেশের চলমান রাজনৈতিক পরিস্থিতি নিয়ে দলের নেতাকর্মীদের মধ্যে নানা আলোচনা চলছে। স্থানীয় সূত্রে জানা গেছে, গত কয়েক দিনে এলাকার সাধারণ মানুষের মধ্যে বিষয়টি নিয়ে ব্যাপক কৌতূহল সৃষ্টি হয়েছে। সংশ্লিষ্ট কর্মকর্তারা জানান, আগামী দিনে পরিস্থিতি স্বাভাবিক হলে প্রয়োজনীয় ব্যবস্থা নেওয়া হবে। বিশেষজ্ঞরা মনে করছেন, দ্রুত কার্যকর পদক্ষেপ না নিলে সমস্যা আরও বাড়তে পারে। এদিকে দলীয় নেতারা বলছেন, সার্বিক পরিস্থিতি বিবেচনায় নিয়ে কেন্দ্রীয়ভাবে সিদ্ধান্ত নেওয়া হবে। এ বিষয়ে জেলা প্রশাসনের পক্ষ থেকে এখনো আনুষ্ঠানিক কোনো বক্তব্য পাওয়া যায়নি। নেতাকর্মীরা বলছেন, তৃণমূল পর্যায়ে দলকে সংগঠিত করতে ইতোমধ্যে বিভিন্ন কর্মসূচি হাতে নেওয়া হয়েছে। সংশ্লিষ্টরা জানান, চলতি অর্থবছরে রাজস্ব আদায়ের লক্ষ্যমাত্রা নির্ধারণ করা হয়েছে ৪ লাখ ৩০ হাজার কোটি টাকা। এর মধ্যে প্রথম প্রান্তিকে আদায় হয়েছে ৭৬ হাজার ৫০০ কোটি টাকা, যা লক্ষ্যমাত্রার চেয়ে ৮ দশমিক ২ শতাংশ কম। কর্মকর্তারা বলছেন, আমদানি-রপ্তানি স্বাভাবিক হলে আদায় বাড়বে। এদিকে রেমিট্যান্স প্রবাহ বেড়ে দাঁড়িয়েছে ২১০ কোটি ডলারে। বিশ্লেষকরা মনে করছেন, ডলারের বিনিময় হার স্থিতিশীল রাখতে কেন্দ্রীয় ব্যাংককে আরও উদ্যোগী হতে হবে। আন্তর্জাতিক বাজারে জ্বালানি তেলের দাম কিছুটা কমায় আমদানি ব্যয়ে স্বস্তি ফিরতে শুরু করেছে। bbox=[481, 125, 620, 496]
article-headline: ভোলা-১ আসনে হঠাৎ আলোচনায় bbox=[495, 75, 605, 106]
article-body: গত সপ্তাহে ডিএসইতে লেনদেন হয়েছে ৪০৫ কোটি ২২ লাখ টাকার শেয়ার, যা আগের সপ্তাহের তুলনায় ১৫ দশমিক ৩ শতাংশ বেশি। প্রধান সূচক ডিএসইএক্স বেড়েছে ৬২ পয়েন্ট। বাজার মূলধন দাঁড়িয়েছে ৭ লাখ ৭৭ হাজার ৪৫০ কোটি টাকায়। সিএসইতে লেনদেন হয়েছে ১২৩ কোটি ৪৫ লাখ টাকার শেয়ার। এ সময়ে ১৯৪টি কোম্পানির শেয়ারদর বেড়েছে, কমেছে ১৪৮টির এবং অপরিবর্তিত ছিল ৫৬টির। ব্লক মার্কেটে লেনদেন হয়েছে ৩৪ কোটি ৬০ লাখ টাকার শেয়ার। শীর্ষ দশ কোম্পানির তালিকায় রয়েছে ব্যাংক, বিমা ও ওষুধ খাতের প্রতিষ্ঠান। গত সপ্তাহে ডিএসইতে লেনদেন হয়েছে ৪০৫ কোটি ২২ লাখ টাকার শেয়ার, যা আগের সপ্তাহের তুলনায় ১৫ দশমিক ৩ শতাংশ বেশি। প্রধান সূচক ডিএসইএক্স বেড়েছে ৬২ পয়েন্ট। বাজার মূলধন দাঁড়িয়েছে ৭ লাখ ৭৭ হাজার ৪৫০ কোটি টাকায়। সিএসইতে লেনদেন হয়েছে ১২৩ কোটি ৪৫ লাখ টাকার শেয়ার। এ সময়ে ১৯৪টি কোম্পানির শেয়ারদর বেড়েছে, কমেছে ১৪৮টির এবং অপরিবর্তিত ছিল ৫৬টির। ব্লক মার্কেটে লেনদেন হয়েছে ৩৪ কোটি ৬০ লাখ টাকার শেয়ার। শীর্ষ দশ কোম্পানির তালিকায় রয়েছে ব্যাংক, বিমা ও ওষুধ খাতের প্রতিষ্ঠান। bbox=[14, 1008, 153, 1332]
paper-logo-block bbox=[789, 12, 931, 51]
column bbox=[473, 65, 629, 1433]
column bbox=[317, 65, 473, 1433]
masthead bbox=[14, 8, 931, 62]
article-subhead: প্রথম পৃষ্ঠার পর bbox=[59, 362, 107, 372]
page-number: ২ bbox=[189, 16, 207, 47]
page-number-badge bbox=[178, 12, 218, 52]
column bbox=[784, 65, 931, 1433]
article-headline: মিরাকল ইন্ডাস্ট্রিজের শেয়ারদর বেড়েছে bbox=[33, 957, 133, 988]
